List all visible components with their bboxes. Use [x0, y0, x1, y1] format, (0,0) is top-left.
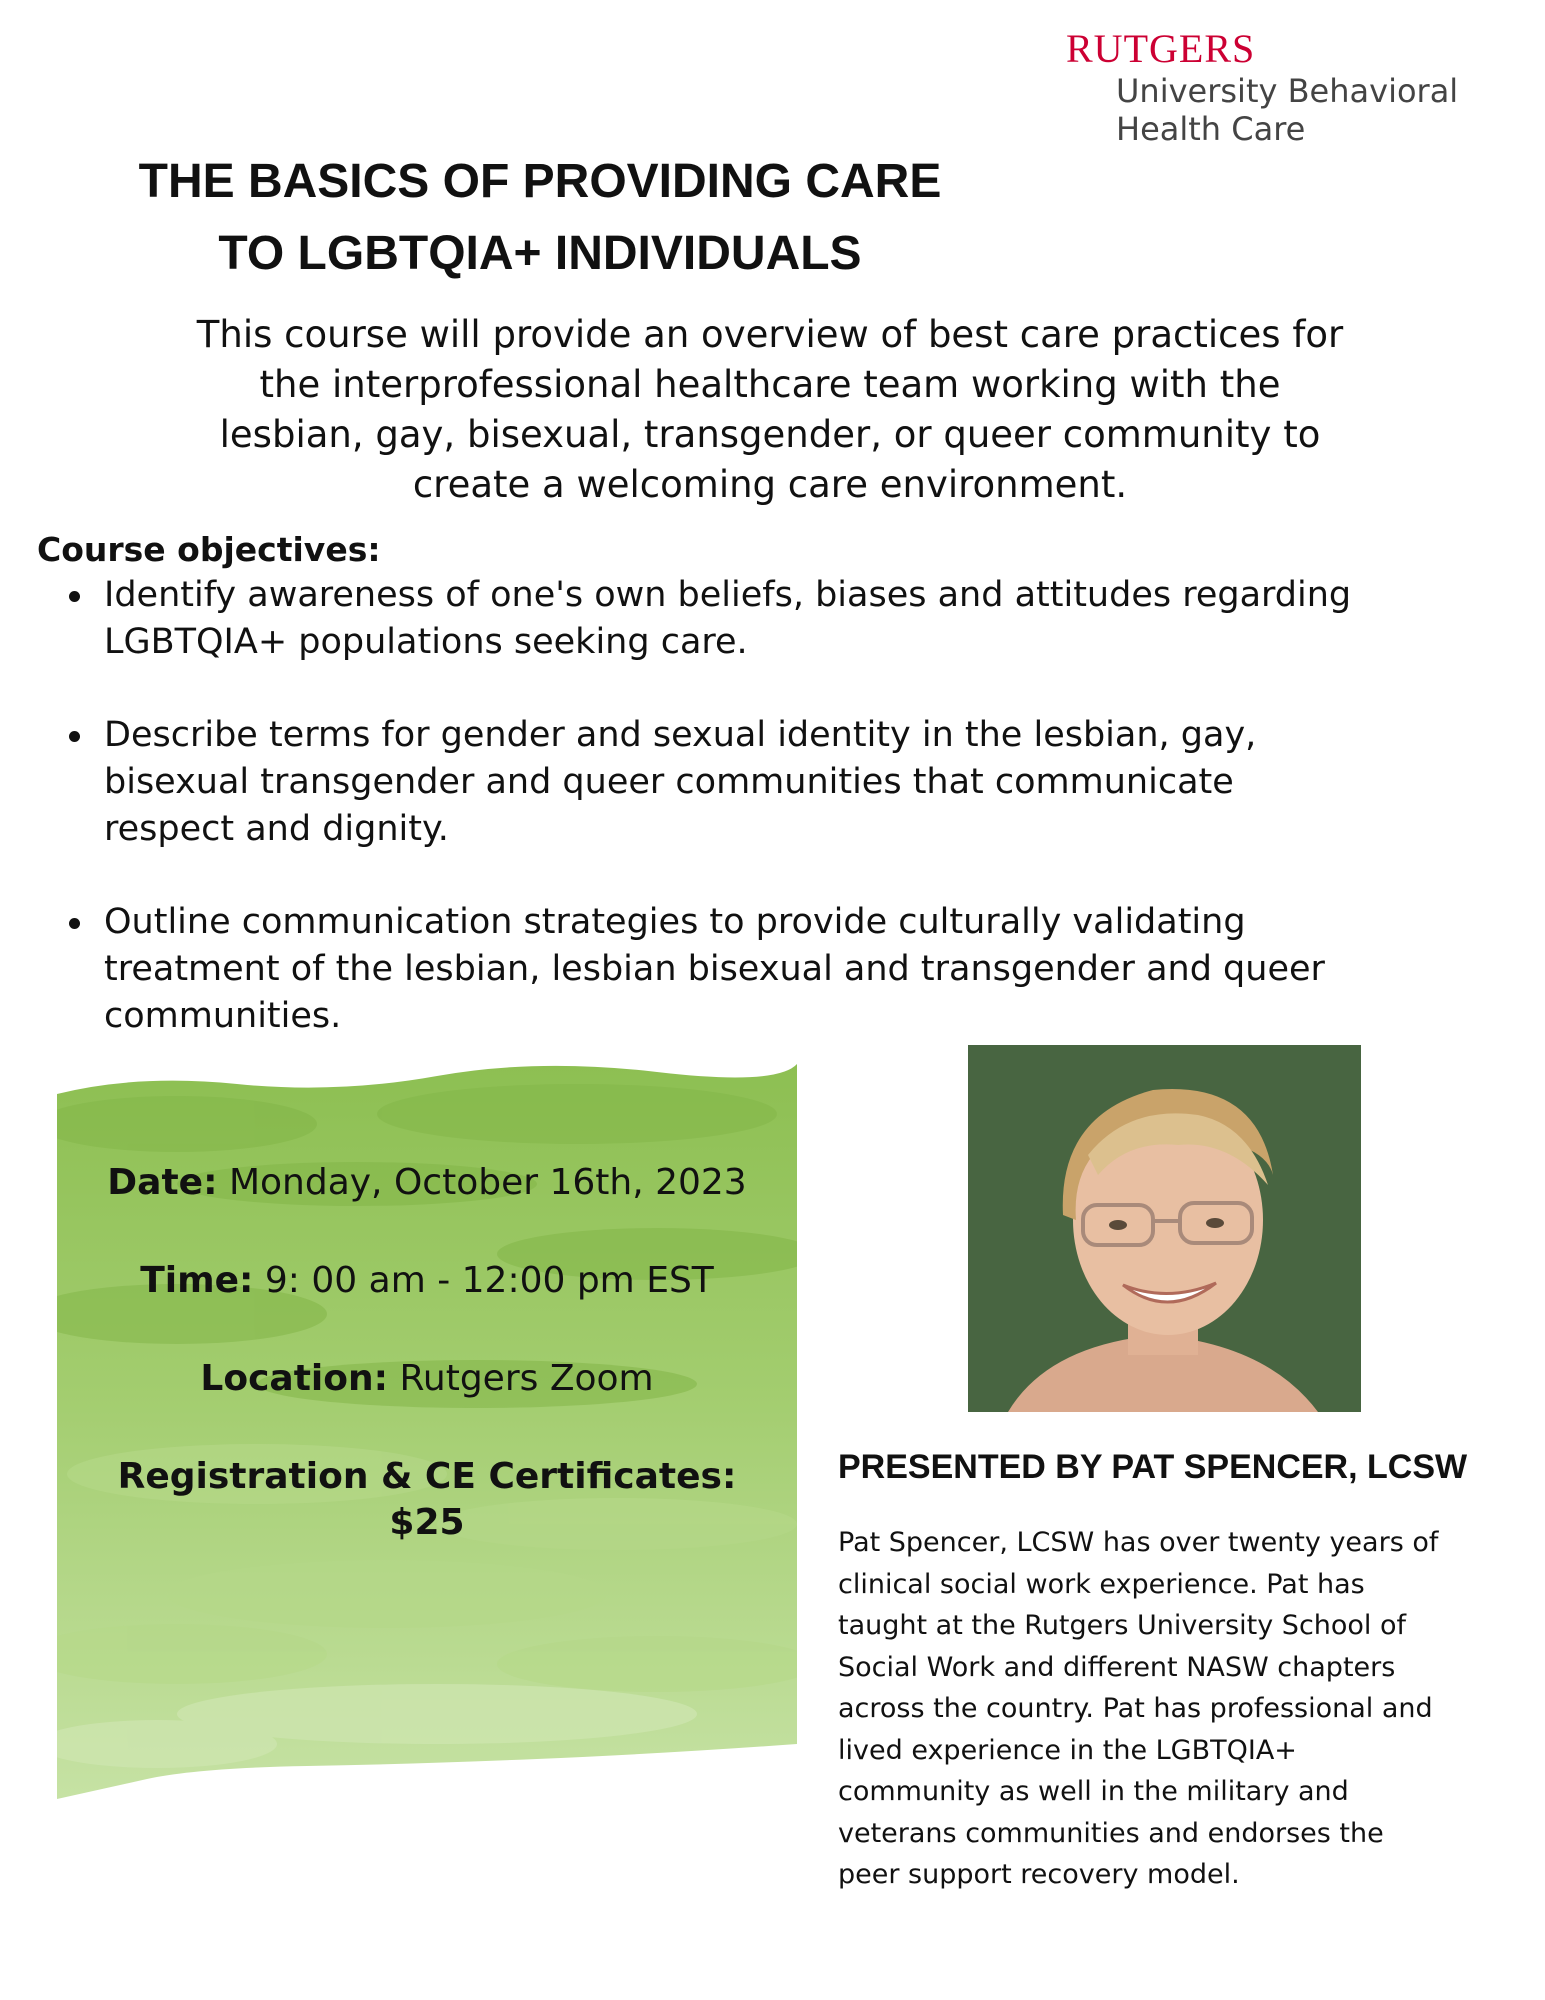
objective-line: Outline communication strategies to provide culturally validating — [104, 902, 1246, 942]
objective-line: treatment of the lesbian, lesbian bisexual and transgender and queer — [104, 949, 1325, 989]
event-registration — [57, 1454, 797, 1546]
location-value: Rutgers Zoom — [399, 1358, 654, 1399]
page-title — [60, 146, 1020, 290]
bullet-icon — [69, 591, 80, 602]
bio-line: peer support recovery model. — [838, 1859, 1240, 1890]
objective-line: Identify awareness of one's own beliefs, biases and attitudes regarding — [104, 575, 1352, 615]
objective-line: communities. — [104, 996, 342, 1036]
intro-line-4: create a welcoming care environment. — [412, 463, 1128, 506]
time-label: Time: — [140, 1260, 254, 1301]
bio-line: lived experience in the LGBTQIA+ — [838, 1734, 1297, 1766]
title-line-1: THE BASICS OF PROVIDING CARE — [138, 155, 942, 208]
bullet-icon — [69, 731, 80, 742]
intro-line-3: lesbian, gay, bisexual, transgender, or queer community to — [219, 413, 1321, 456]
intro-line-1: This course will provide an overview of best care practices for — [196, 313, 1344, 356]
objectives-heading: Course objectives: — [37, 530, 381, 569]
date-value: Monday, October 16th, 2023 — [228, 1162, 747, 1203]
title-line-2: TO LGBTQIA+ INDIVIDUALS — [218, 227, 862, 280]
objectives-list — [66, 572, 1506, 1086]
intro-line-2: the interprofessional healthcare team working with the — [259, 363, 1281, 406]
bio-line: veterans communities and endorses the — [838, 1817, 1384, 1849]
presenter-heading: PRESENTED BY PAT SPENCER, LCSW — [838, 1448, 1468, 1486]
logo-wordmark — [1066, 26, 1486, 72]
objective-item — [66, 572, 1506, 666]
course-description — [100, 310, 1440, 510]
objective-line: bisexual transgender and queer communities that communicate — [104, 762, 1234, 802]
bio-line: taught at the Rutgers University School of — [838, 1610, 1407, 1641]
logo-subtitle-line1: University Behavioral — [1116, 72, 1459, 110]
bullet-icon — [69, 918, 80, 929]
objective-item — [66, 899, 1506, 1040]
objective-line: respect and dignity. — [104, 809, 449, 849]
time-value: 9: 00 am - 12:00 pm EST — [264, 1260, 714, 1301]
registration-label: Registration & CE Certificates: — [117, 1456, 737, 1497]
logo-wordmark-text: RUTGERS — [1066, 26, 1256, 71]
objective-line: Describe terms for gender and sexual identity in the lesbian, gay, — [104, 715, 1257, 755]
bio-line: across the country. Pat has professional and — [838, 1693, 1433, 1724]
bio-line: clinical social work experience. Pat has — [838, 1568, 1365, 1600]
event-details — [57, 1160, 797, 1546]
event-time — [57, 1258, 797, 1304]
event-location — [57, 1356, 797, 1402]
rutgers-logo — [1066, 26, 1486, 148]
bio-line: Pat Spencer, LCSW has over twenty years of — [838, 1527, 1439, 1558]
registration-price: $25 — [389, 1502, 465, 1543]
presenter-bio — [838, 1522, 1518, 1896]
bio-line: Social Work and different NASW chapters — [838, 1651, 1396, 1683]
bio-line: community as well in the military and — [838, 1776, 1349, 1807]
logo-subtitle-line2: Health Care — [1116, 110, 1306, 148]
event-date — [57, 1160, 797, 1206]
objective-item — [66, 712, 1506, 853]
location-label: Location: — [200, 1358, 389, 1399]
presenter-photo — [968, 1045, 1361, 1412]
date-label: Date: — [107, 1162, 218, 1203]
objective-line: LGBTQIA+ populations seeking care. — [104, 622, 748, 662]
